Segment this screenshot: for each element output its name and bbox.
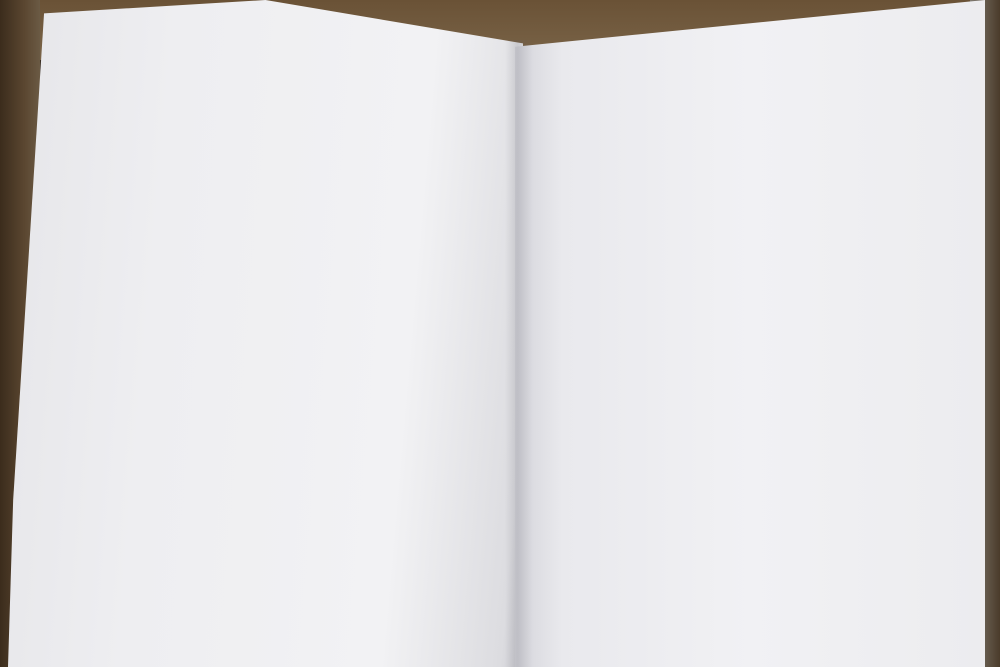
book-gutter [505,40,533,667]
left-page [8,0,523,667]
right-page [515,0,985,667]
